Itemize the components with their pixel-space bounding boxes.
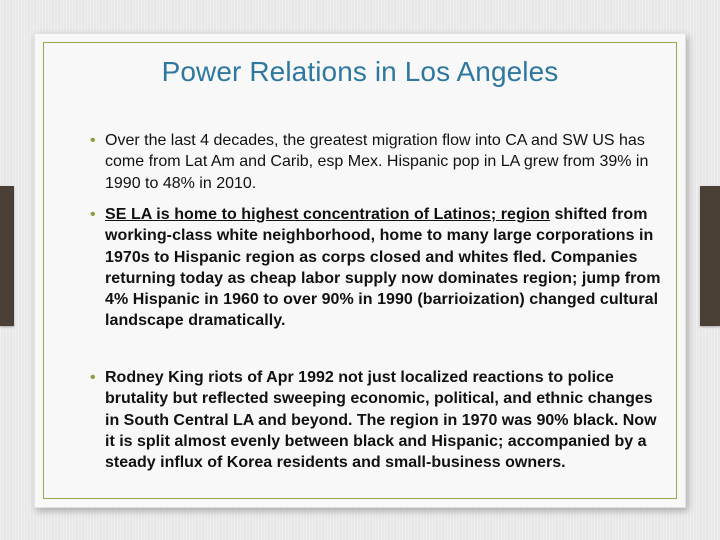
slide-title: Power Relations in Los Angeles <box>161 56 559 87</box>
bullet-dot-icon: • <box>90 369 96 386</box>
bullet-text: Rodney King riots of Apr 1992 not just localized reactions to police brutality but reflected sweeping economic, political, and ethnic changes in South Central LA and beyond. The region in 1970 was 90% black. Now it is split almost evenly between black and Hispanic; accompanied by a steady influx of Korea residents and small-business owners. <box>105 369 657 472</box>
slide-card <box>34 33 686 508</box>
bullet-text: shifted from working-class white neighborhood, home to many large corporations in 1970s to Hispanic region as corps closed and whites fled. Companies returning today as cheap labor supply now dominates region; jump from 4% Hispanic in 1960 to over 90% in 1990 (barrioization) changed cultural landscape dramatically. <box>105 206 661 330</box>
right-decorative-tab <box>700 186 720 326</box>
bullet-item-rodney-king <box>90 367 665 473</box>
bullet-text: Over the last 4 decades, the greatest migration flow into CA and SW US has come from Lat Am and Carib, esp Mex. Hispanic pop in LA grew from 39% in 1990 to 48% in 2010. <box>105 132 649 192</box>
bullet-item-migration <box>90 130 665 194</box>
bullet-item-se-la <box>90 204 665 332</box>
left-decorative-tab <box>0 186 14 326</box>
bullet-dot-icon: • <box>90 132 96 149</box>
bullet-underlined-text: SE LA is home to highest concentration of Latinos; region <box>105 206 550 223</box>
bullet-dot-icon: • <box>90 206 96 223</box>
